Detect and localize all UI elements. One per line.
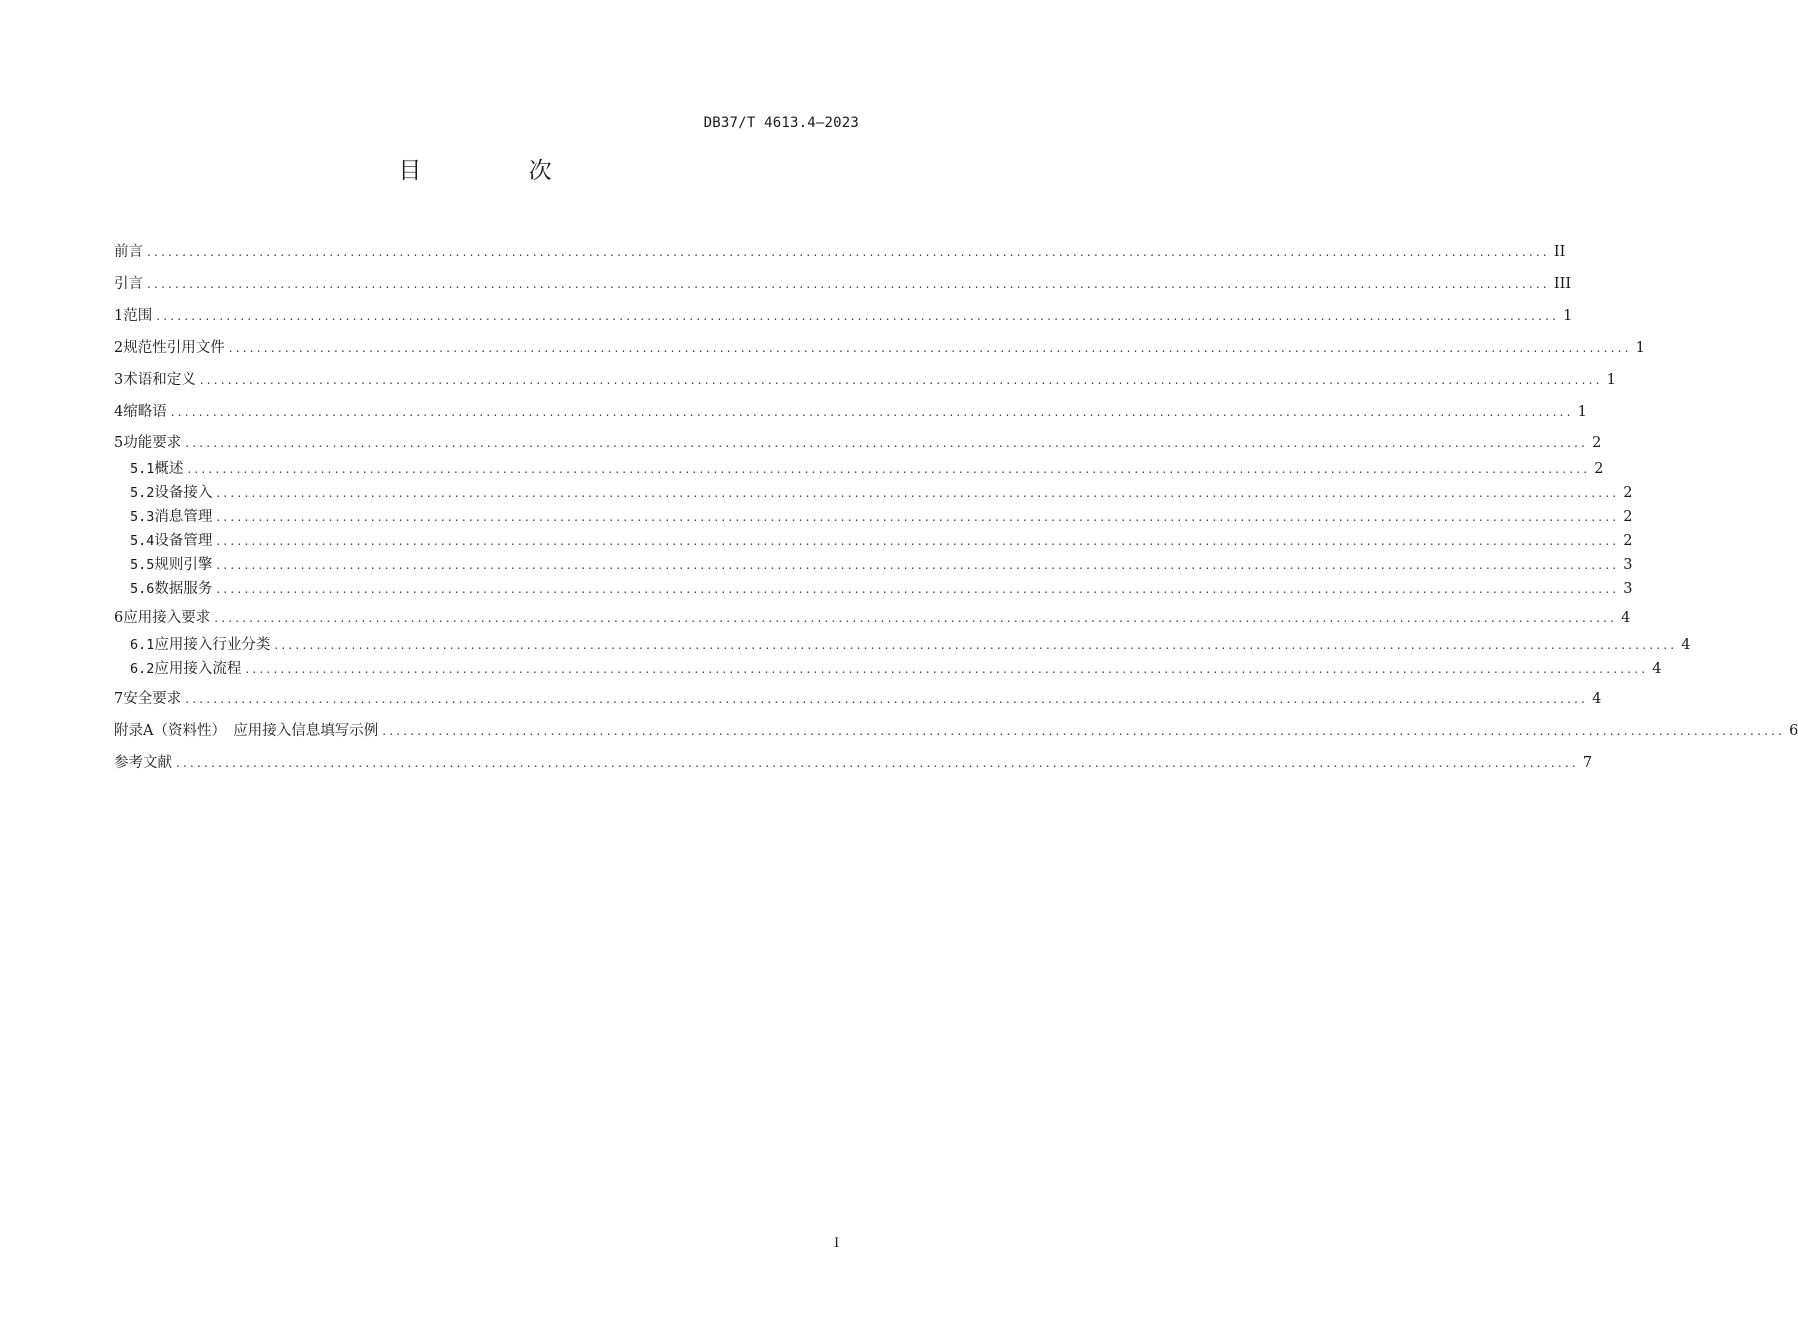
toc-entry-label: 消息管理 [154, 509, 213, 525]
toc-entry[interactable] [114, 338, 1645, 358]
toc-entry-label: 附录A（资料性） 应用接入信息填写示例 [114, 723, 379, 739]
toc-dot-leader: ........................................................................................................................................................................................................ [245, 662, 1649, 676]
toc-entry[interactable] [130, 531, 1633, 551]
toc-entry-page: 1 [1606, 372, 1616, 388]
page-title: 目 次 [398, 158, 602, 184]
toc-entry-number: 5.6 [130, 581, 155, 597]
toc-entry[interactable] [130, 659, 1662, 679]
toc-dot-leader: ........................................................................................................................................................................................................ [216, 510, 1620, 524]
toc-entry-page: 4 [1652, 661, 1662, 677]
toc-entry[interactable] [114, 402, 1587, 422]
toc-entry-number: 5.2 [130, 485, 155, 501]
toc-entry-label: 缩略语 [123, 404, 167, 420]
toc-entry-number: 6.1 [130, 637, 155, 653]
toc-entry-number: 5.5 [130, 557, 155, 573]
toc-dot-leader: ........................................................................................................................................................................................................ [147, 245, 1550, 259]
toc-entry-page: 6 [1789, 723, 1798, 739]
toc-entry[interactable] [114, 753, 1593, 773]
toc-entry[interactable] [114, 608, 1631, 628]
toc-entry-page: 4 [1592, 691, 1602, 707]
toc-entry-label: 应用接入流程 [154, 661, 242, 677]
toc-entry-number: 6.2 [130, 661, 155, 677]
toc-entry-page: 3 [1623, 581, 1633, 597]
toc-entry[interactable] [114, 721, 1798, 741]
toc-entry-number: 6 [114, 610, 124, 626]
page-number: I [834, 1236, 840, 1251]
toc-entry-label: 设备接入 [154, 485, 213, 501]
toc-entry-page: 2 [1623, 485, 1633, 501]
toc-entry-number: 2 [114, 340, 124, 356]
toc-entry-number: 1 [114, 308, 124, 324]
toc-entry[interactable] [130, 555, 1633, 575]
toc-dot-leader: ........................................................................................................................................................................................................ [170, 405, 1574, 419]
toc-entry-page: 4 [1681, 637, 1691, 653]
toc-entry-page: 2 [1592, 435, 1602, 451]
toc-entry[interactable] [130, 507, 1633, 527]
toc-entry-page: II [1553, 244, 1566, 260]
toc-entry-page: 1 [1635, 340, 1645, 356]
toc-entry-number: 5.1 [130, 461, 155, 477]
toc-entry-label: 应用接入行业分类 [154, 637, 271, 653]
toc-entry[interactable] [114, 370, 1616, 390]
toc-dot-leader: ........................................................................................................................................................................................................ [216, 534, 1620, 548]
toc-entry-number: 5 [114, 435, 124, 451]
toc-entry[interactable] [114, 689, 1602, 709]
toc-dot-leader: ........................................................................................................................................................................................................ [156, 309, 1560, 323]
toc-dot-leader: ........................................................................................................................................................................................................ [187, 462, 1591, 476]
toc-entry-label: 规范性引用文件 [123, 340, 225, 356]
toc-dot-leader: ........................................................................................................................................................................................................ [216, 582, 1620, 596]
toc-dot-leader: ........................................................................................................................................................................................................ [185, 692, 1589, 706]
toc-entry[interactable] [130, 459, 1604, 479]
toc-entry[interactable] [130, 483, 1633, 503]
toc-entry-number: 5.3 [130, 509, 155, 525]
toc-entry-label: 应用接入要求 [123, 610, 211, 626]
toc-entry-label: 规则引擎 [154, 557, 213, 573]
toc-dot-leader: ........................................................................................................................................................................................................ [216, 486, 1620, 500]
toc-entry-page: 1 [1563, 308, 1573, 324]
toc-dot-leader: ........................................................................................................................................................................................................ [176, 756, 1579, 770]
toc-entry-number: 3 [114, 372, 124, 388]
toc-entry[interactable] [114, 242, 1566, 262]
toc-entry-number: 4 [114, 404, 124, 420]
toc-entry-label: 术语和定义 [123, 372, 196, 388]
toc-entry[interactable] [114, 306, 1573, 326]
toc-entry-page: 1 [1577, 404, 1587, 420]
toc-dot-leader: ........................................................................................................................................................................................................ [199, 373, 1603, 387]
toc-entry-page: 3 [1623, 557, 1633, 573]
toc-entry[interactable] [130, 579, 1633, 599]
toc-entry-label: 参考文献 [114, 755, 172, 771]
toc-dot-leader: ........................................................................................................................................................................................................ [147, 277, 1550, 291]
toc-entry-page: 2 [1623, 533, 1633, 549]
toc-dot-leader: ........................................................................................................................................................................................................ [382, 724, 1786, 738]
toc-dot-leader: ........................................................................................................................................................................................................ [228, 341, 1632, 355]
toc-entry-label: 概述 [154, 461, 184, 477]
toc-entry-label: 引言 [114, 276, 143, 292]
document-code: DB37/T 4613.4—2023 [703, 115, 859, 131]
toc-entry-label: 安全要求 [123, 691, 182, 707]
toc-dot-leader: ........................................................................................................................................................................................................ [216, 558, 1620, 572]
toc-entry-page: 2 [1594, 461, 1604, 477]
toc-entry[interactable] [130, 635, 1691, 655]
toc-dot-leader: ........................................................................................................................................................................................................ [185, 436, 1589, 450]
toc-entry[interactable] [114, 274, 1572, 294]
toc-entry-page: 2 [1623, 509, 1633, 525]
toc-entry-label: 范围 [123, 308, 153, 324]
toc-entry-label: 前言 [114, 244, 143, 260]
toc-entry-label: 数据服务 [154, 581, 213, 597]
toc-dot-leader: ........................................................................................................................................................................................................ [214, 611, 1618, 625]
toc-entry-number: 5.4 [130, 533, 155, 549]
toc-entry-page: 4 [1621, 610, 1631, 626]
toc-entry-label: 设备管理 [154, 533, 213, 549]
toc-entry-page: 7 [1582, 755, 1593, 771]
toc-entry-number: 7 [114, 691, 124, 707]
toc-entry-label: 功能要求 [123, 435, 182, 451]
toc-entry[interactable] [114, 433, 1602, 453]
toc-dot-leader: ........................................................................................................................................................................................................ [274, 638, 1678, 652]
toc-entry-page: III [1553, 276, 1572, 292]
